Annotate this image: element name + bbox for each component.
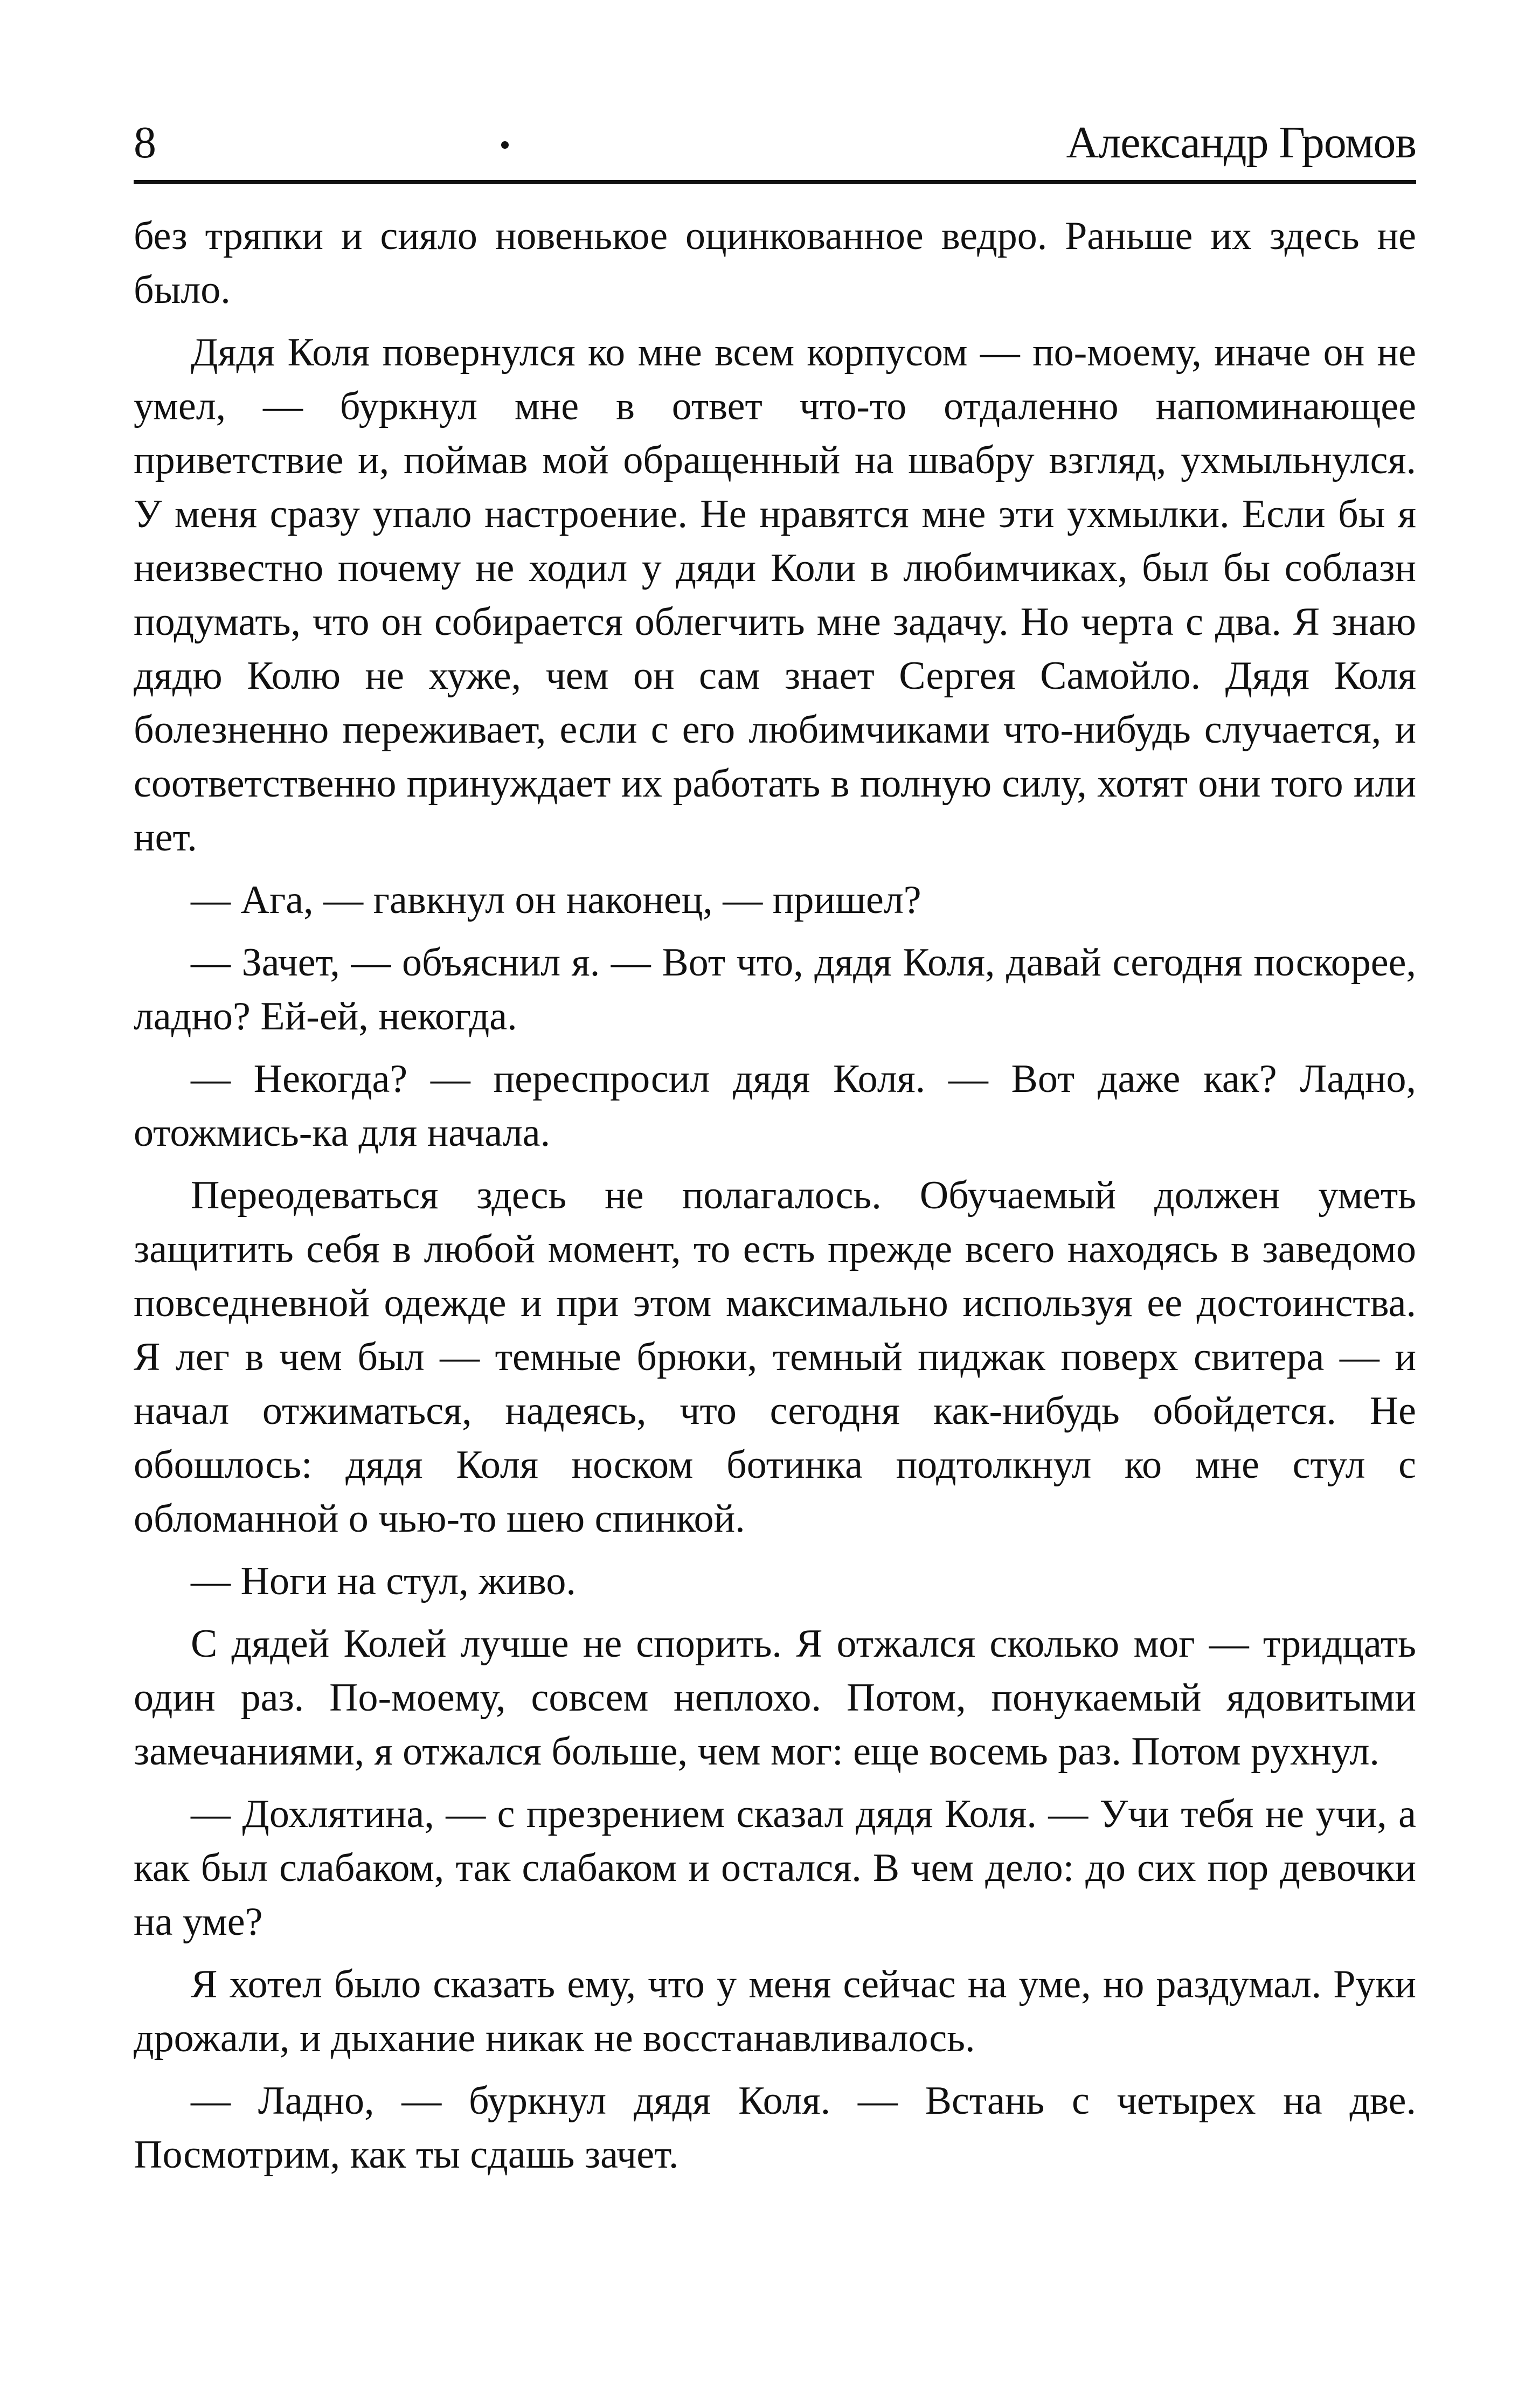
- book-page: [134, 0, 1416, 2408]
- running-header: [134, 113, 1416, 172]
- dialogue-line: — Ага, — гавкнул он наконец, — пришел?: [191, 878, 921, 922]
- author-name: Александр Громов: [1066, 117, 1416, 168]
- paragraph: без тряпки и сияло новенькое оцинкованное ведро. Раньше их здесь не было.: [134, 214, 1416, 312]
- header-rule: [134, 180, 1416, 184]
- page-number: 8: [134, 117, 156, 168]
- paragraph: С дядей Колей лучше не спорить. Я отжался сколько мог — тридцать один раз. По-моему, совсем неплохо. Потом, понукаемый ядовитыми замечаниями, я отжался больше, чем мог: еще восемь раз. Потом рухнул.: [134, 1622, 1416, 1774]
- dialogue-line: — Зачет, — объяснил я. — Вот что, дядя Коля, давай сегодня поскорее, ладно? Ей-ей, некогда.: [134, 940, 1416, 1039]
- paragraph: Переодеваться здесь не полагалось. Обучаемый должен уметь защитить себя в любой момент, то есть прежде всего находясь в заведомо повседневной одежде и при этом максимально используя ее достоинства. Я лег в чем был — темные брюки, темный пиджак поверх свитера — и начал отжиматься, надеясь, что сегодня как-нибудь обойдется. Не обошлось: дядя Коля носком ботинка подтолкнул ко мне стул с обломанной о чью-то шею спинкой.: [134, 1173, 1416, 1541]
- body-text: [134, 209, 1416, 2190]
- dialogue-line: — Некогда? — переспросил дядя Коля. — Вот даже как? Ладно, отожмись-ка для начала.: [134, 1057, 1416, 1155]
- dialogue-line: — Дохлятина, — с презрением сказал дядя Коля. — Учи тебя не учи, а как был слабаком, так слабаком и остался. В чем дело: до сих пор девочки на уме?: [134, 1792, 1416, 1944]
- paragraph: Дядя Коля повернулся ко мне всем корпусом — по-моему, иначе он не умел, — буркнул мне в ответ что-то отдаленно напоминающее приветствие и, поймав мой обращенный на швабру взгляд, ухмыльнулся. У меня сразу упало настроение. Не нравятся мне эти ухмылки. Если бы я неизвестно почему не ходил у дяди Коли в любимчиках, был бы соблазн подумать, что он собирается облегчить мне задачу. Но черта с два. Я знаю дядю Колю не хуже, чем он сам знает Сергея Самойло. Дядя Коля болезненно переживает, если с его любимчиками что-нибудь случается, и соответственно принуждает их работать в полную силу, хотят они того или нет.: [134, 330, 1416, 860]
- dialogue-line: — Ладно, — буркнул дядя Коля. — Встань с четырех на две. Посмотрим, как ты сдашь зачет.: [134, 2079, 1416, 2177]
- header-dot-ornament: [501, 141, 509, 149]
- paragraph: Я хотел было сказать ему, что у меня сейчас на уме, но раздумал. Руки дрожали, и дыхание никак не восстанавливалось.: [134, 1962, 1416, 2060]
- dialogue-line: — Ноги на стул, живо.: [191, 1559, 576, 1603]
